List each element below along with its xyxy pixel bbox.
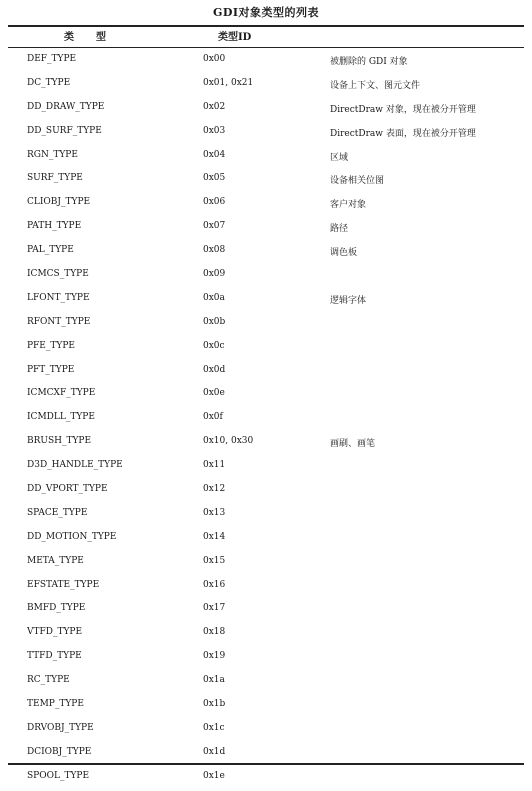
- cell-type-id: 0x0c: [203, 340, 225, 351]
- cell-type-id: 0x02: [203, 101, 226, 112]
- table-row: [0, 217, 532, 241]
- cell-type: LFONT_TYPE: [27, 292, 90, 303]
- table-row: [0, 74, 532, 98]
- cell-type: DD_VPORT_TYPE: [27, 484, 108, 495]
- table-row: [0, 169, 532, 193]
- cell-type: SURF_TYPE: [27, 173, 83, 184]
- cell-type-id: 0x0a: [203, 292, 225, 303]
- cell-description: 设备上下文、图元文件: [330, 80, 421, 91]
- cell-type: DC_TYPE: [27, 77, 71, 88]
- cell-type-id: 0x00: [203, 54, 226, 64]
- header-type: 类型: [64, 32, 128, 43]
- cell-type: DCIOBJ_TYPE: [27, 746, 92, 757]
- cell-type-id: 0x13: [203, 507, 226, 518]
- cell-type: DD_SURF_TYPE: [27, 125, 102, 136]
- table-row: [0, 384, 532, 408]
- cell-type-id: 0x05: [203, 173, 226, 184]
- cell-type-id: 0x07: [203, 221, 226, 232]
- table-row: [0, 647, 532, 671]
- table-row: [0, 719, 532, 743]
- cell-type-id: 0x14: [203, 531, 226, 542]
- cell-type-id: 0x08: [203, 245, 226, 256]
- table-row: [0, 193, 532, 217]
- cell-description: 路径: [330, 224, 349, 235]
- table-row: [0, 552, 532, 576]
- cell-type: ICMCS_TYPE: [27, 269, 89, 280]
- cell-type: CLIOBJ_TYPE: [27, 197, 91, 208]
- table-row: [0, 265, 532, 289]
- table-row: [0, 98, 532, 122]
- table-row: [0, 599, 532, 623]
- cell-type-id: 0x1e: [203, 770, 225, 781]
- cell-type: SPOOL_TYPE: [27, 770, 90, 781]
- table-row: [0, 528, 532, 552]
- cell-description: 画刷、画笔: [330, 439, 376, 450]
- cell-description: 调色板: [330, 248, 358, 259]
- cell-type: PFT_TYPE: [27, 364, 75, 375]
- table-row: [0, 122, 532, 146]
- cell-type: DRVOBJ_TYPE: [27, 722, 94, 733]
- cell-type: RGN_TYPE: [27, 149, 78, 160]
- cell-type-id: 0x04: [203, 149, 226, 160]
- cell-type-id: 0x1b: [203, 699, 226, 710]
- cell-type: PFE_TYPE: [27, 340, 75, 351]
- table-row: [0, 432, 532, 456]
- cell-type-id: 0x19: [203, 651, 226, 662]
- cell-type-id: 0x0d: [203, 364, 226, 375]
- cell-type-id: 0x16: [203, 579, 226, 590]
- cell-description: 设备相关位图: [330, 176, 385, 187]
- cell-type-id: 0x12: [203, 484, 226, 495]
- cell-type: EFSTATE_TYPE: [27, 579, 100, 590]
- cell-description: DirectDraw 对象，现在被分开管理: [330, 104, 476, 115]
- cell-type-id: 0x11: [203, 460, 226, 471]
- table-row: [0, 695, 532, 719]
- table-title: GDI对象类型的列表: [212, 6, 320, 19]
- cell-type-id: 0x01, 0x21: [203, 77, 254, 88]
- cell-type: DEF_TYPE: [27, 54, 77, 64]
- table-row: [0, 576, 532, 600]
- cell-type: DD_MOTION_TYPE: [27, 531, 117, 542]
- cell-type: TEMP_TYPE: [27, 699, 84, 710]
- table-row: [0, 313, 532, 337]
- table-row: [0, 456, 532, 480]
- table-row: [0, 361, 532, 385]
- cell-type: PATH_TYPE: [27, 221, 82, 232]
- top-rule: [8, 25, 524, 27]
- bottom-rule: [8, 763, 524, 765]
- cell-type-id: 0x0f: [203, 412, 223, 423]
- cell-type: ICMCXF_TYPE: [27, 388, 96, 399]
- cell-type-id: 0x0b: [203, 316, 226, 327]
- cell-type-id: 0x17: [203, 603, 226, 614]
- cell-type-id: 0x10, 0x30: [203, 436, 254, 447]
- table-row: [0, 241, 532, 265]
- cell-type-id: 0x06: [203, 197, 226, 208]
- cell-type-id: 0x1a: [203, 675, 225, 686]
- cell-type: RFONT_TYPE: [27, 316, 91, 327]
- cell-type: SPACE_TYPE: [27, 507, 88, 518]
- table-row: [0, 504, 532, 528]
- table-header: [0, 28, 532, 46]
- cell-type: PAL_TYPE: [27, 245, 74, 256]
- cell-type-id: 0x18: [203, 627, 226, 638]
- header-type-id: 类型ID: [218, 32, 252, 43]
- cell-description: 被删除的 GDI 对象: [330, 57, 408, 67]
- cell-type-id: 0x1c: [203, 722, 225, 733]
- table-row: [0, 767, 532, 791]
- cell-type: D3D_HANDLE_TYPE: [27, 460, 123, 471]
- cell-type-id: 0x03: [203, 125, 226, 136]
- table-row: [0, 408, 532, 432]
- table-row: [0, 289, 532, 313]
- cell-type-id: 0x09: [203, 269, 226, 280]
- cell-type: DD_DRAW_TYPE: [27, 101, 105, 112]
- cell-type: VTFD_TYPE: [27, 627, 83, 638]
- cell-type: BMFD_TYPE: [27, 603, 86, 614]
- table-row: [0, 671, 532, 695]
- cell-type-id: 0x1d: [203, 746, 226, 757]
- cell-type-id: 0x15: [203, 555, 226, 566]
- table-row: [0, 50, 532, 74]
- cell-type: BRUSH_TYPE: [27, 436, 92, 447]
- cell-type: ICMDLL_TYPE: [27, 412, 95, 423]
- cell-description: DirectDraw 表面，现在被分开管理: [330, 128, 476, 139]
- cell-type: RC_TYPE: [27, 675, 70, 686]
- cell-description: 逻辑字体: [330, 295, 367, 306]
- cell-type-id: 0x0e: [203, 388, 225, 399]
- cell-type: META_TYPE: [27, 555, 84, 566]
- cell-type: TTFD_TYPE: [27, 651, 82, 662]
- table-row: [0, 146, 532, 170]
- table-row: [0, 480, 532, 504]
- cell-description: 客户对象: [330, 200, 367, 211]
- table-row: [0, 337, 532, 361]
- table-row: [0, 623, 532, 647]
- table-body: [0, 50, 532, 791]
- cell-description: 区域: [330, 152, 349, 163]
- header-rule: [8, 47, 524, 48]
